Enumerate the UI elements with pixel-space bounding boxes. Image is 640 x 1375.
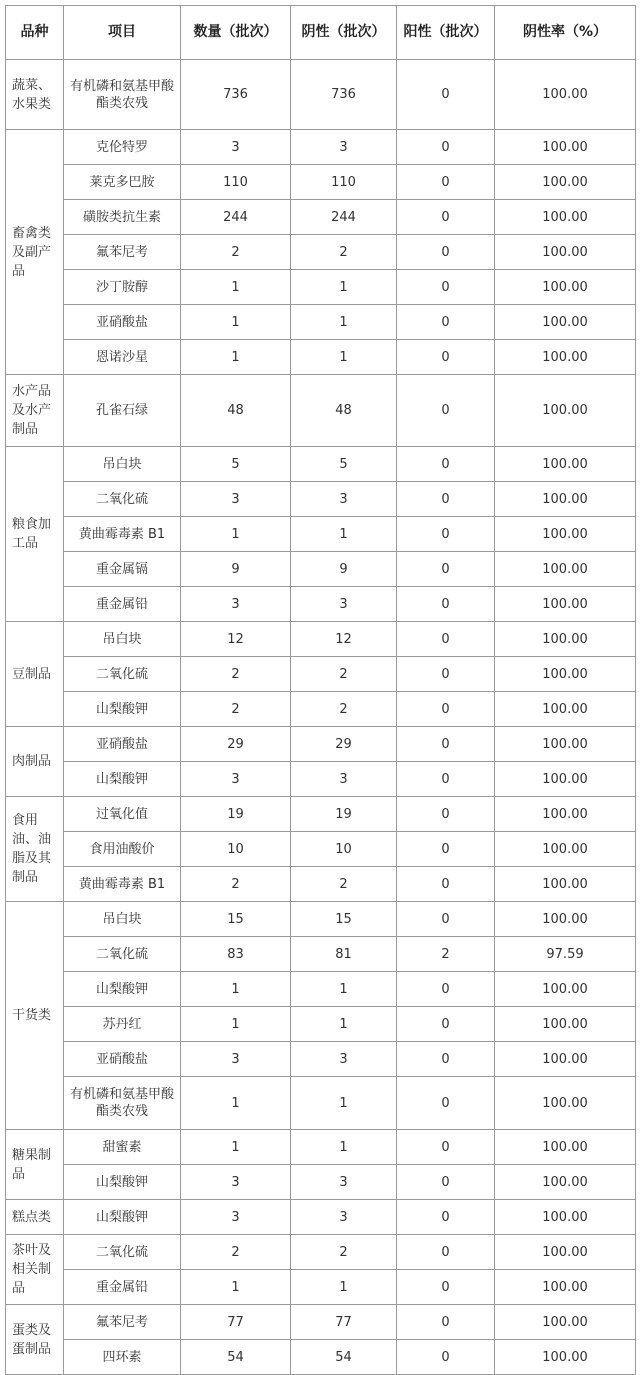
- header-quantity: 数量（批次）: [181, 6, 291, 60]
- positive-cell: 0: [397, 447, 495, 482]
- quantity-cell: 1: [181, 270, 291, 305]
- positive-cell: 0: [397, 692, 495, 727]
- quantity-cell: 3: [181, 1165, 291, 1200]
- item-cell: 吊白块: [64, 447, 181, 482]
- rate-cell: 100.00: [495, 657, 636, 692]
- rate-cell: 100.00: [495, 762, 636, 797]
- table-row: [6, 165, 636, 200]
- quantity-cell: 3: [181, 1200, 291, 1235]
- category-cell: 干货类: [6, 902, 64, 1130]
- item-cell: 二氧化硫: [64, 657, 181, 692]
- positive-cell: 0: [397, 60, 495, 130]
- quantity-cell: 19: [181, 797, 291, 832]
- positive-cell: 0: [397, 1007, 495, 1042]
- rate-cell: 100.00: [495, 517, 636, 552]
- rate-cell: 100.00: [495, 305, 636, 340]
- table-row: [6, 305, 636, 340]
- quantity-cell: 83: [181, 937, 291, 972]
- rate-cell: 100.00: [495, 60, 636, 130]
- item-cell: 亚硝酸盐: [64, 305, 181, 340]
- quantity-cell: 10: [181, 832, 291, 867]
- positive-cell: 0: [397, 1200, 495, 1235]
- positive-cell: 0: [397, 1165, 495, 1200]
- table-row: [6, 1235, 636, 1270]
- table-row: [6, 692, 636, 727]
- item-cell: 沙丁胺醇: [64, 270, 181, 305]
- positive-cell: 0: [397, 235, 495, 270]
- quantity-cell: 1: [181, 1077, 291, 1130]
- item-cell: 亚硝酸盐: [64, 1042, 181, 1077]
- table-row: [6, 1130, 636, 1165]
- negative-cell: 3: [291, 587, 397, 622]
- positive-cell: 0: [397, 832, 495, 867]
- negative-cell: 2: [291, 867, 397, 902]
- item-cell: 山梨酸钾: [64, 1200, 181, 1235]
- item-cell: 黄曲霉毒素 B1: [64, 517, 181, 552]
- rate-cell: 100.00: [495, 447, 636, 482]
- rate-cell: 100.00: [495, 1340, 636, 1375]
- positive-cell: 0: [397, 1235, 495, 1270]
- positive-cell: 0: [397, 622, 495, 657]
- table-row: [6, 340, 636, 375]
- rate-cell: 97.59: [495, 937, 636, 972]
- header-item: 项目: [64, 6, 181, 60]
- category-cell: 糕点类: [6, 1200, 64, 1235]
- item-cell: 莱克多巴胺: [64, 165, 181, 200]
- negative-cell: 3: [291, 130, 397, 165]
- quantity-cell: 54: [181, 1340, 291, 1375]
- header-positive: 阳性（批次）: [397, 6, 495, 60]
- item-cell: 二氧化硫: [64, 1235, 181, 1270]
- negative-cell: 10: [291, 832, 397, 867]
- category-cell: 茶叶及相关制品: [6, 1235, 64, 1305]
- negative-cell: 3: [291, 482, 397, 517]
- quantity-cell: 1: [181, 972, 291, 1007]
- quantity-cell: 77: [181, 1305, 291, 1340]
- positive-cell: 0: [397, 972, 495, 1007]
- rate-cell: 100.00: [495, 1042, 636, 1077]
- rate-cell: 100.00: [495, 235, 636, 270]
- quantity-cell: 3: [181, 1042, 291, 1077]
- category-cell: 蛋类及蛋制品: [6, 1305, 64, 1375]
- positive-cell: 0: [397, 165, 495, 200]
- table-row: [6, 130, 636, 165]
- table-row: [6, 482, 636, 517]
- item-cell: 氟苯尼考: [64, 235, 181, 270]
- negative-cell: 1: [291, 270, 397, 305]
- quantity-cell: 1: [181, 1270, 291, 1305]
- positive-cell: 0: [397, 657, 495, 692]
- positive-cell: 0: [397, 305, 495, 340]
- item-cell: 过氧化值: [64, 797, 181, 832]
- rate-cell: 100.00: [495, 340, 636, 375]
- item-cell: 氟苯尼考: [64, 1305, 181, 1340]
- negative-cell: 15: [291, 902, 397, 937]
- item-cell: 有机磷和氨基甲酸酯类农残: [64, 1077, 181, 1130]
- negative-cell: 1: [291, 1077, 397, 1130]
- table-row: [6, 1165, 636, 1200]
- positive-cell: 0: [397, 727, 495, 762]
- negative-cell: 1: [291, 340, 397, 375]
- rate-cell: 100.00: [495, 622, 636, 657]
- rate-cell: 100.00: [495, 200, 636, 235]
- negative-cell: 2: [291, 657, 397, 692]
- negative-cell: 2: [291, 1235, 397, 1270]
- negative-cell: 2: [291, 235, 397, 270]
- quantity-cell: 1: [181, 1130, 291, 1165]
- rate-cell: 100.00: [495, 832, 636, 867]
- quantity-cell: 2: [181, 657, 291, 692]
- item-cell: 恩诺沙星: [64, 340, 181, 375]
- table-body: [6, 60, 636, 1375]
- table-row: [6, 1042, 636, 1077]
- negative-cell: 2: [291, 692, 397, 727]
- item-cell: 重金属铅: [64, 587, 181, 622]
- positive-cell: 0: [397, 1305, 495, 1340]
- table-row: [6, 867, 636, 902]
- quantity-cell: 2: [181, 867, 291, 902]
- quantity-cell: 48: [181, 375, 291, 447]
- quantity-cell: 12: [181, 622, 291, 657]
- negative-cell: 3: [291, 1042, 397, 1077]
- positive-cell: 0: [397, 340, 495, 375]
- item-cell: 孔雀石绿: [64, 375, 181, 447]
- positive-cell: 0: [397, 130, 495, 165]
- negative-cell: 1: [291, 972, 397, 1007]
- item-cell: 甜蜜素: [64, 1130, 181, 1165]
- category-cell: 肉制品: [6, 727, 64, 797]
- rate-cell: 100.00: [495, 902, 636, 937]
- positive-cell: 0: [397, 1270, 495, 1305]
- rate-cell: 100.00: [495, 165, 636, 200]
- header-negative-rate: 阴性率（%）: [495, 6, 636, 60]
- quantity-cell: 2: [181, 692, 291, 727]
- quantity-cell: 2: [181, 1235, 291, 1270]
- quantity-cell: 3: [181, 130, 291, 165]
- negative-cell: 736: [291, 60, 397, 130]
- table-row: [6, 832, 636, 867]
- rate-cell: 100.00: [495, 375, 636, 447]
- item-cell: 山梨酸钾: [64, 762, 181, 797]
- quantity-cell: 736: [181, 60, 291, 130]
- positive-cell: 0: [397, 797, 495, 832]
- quantity-cell: 29: [181, 727, 291, 762]
- table-row: [6, 1340, 636, 1375]
- quantity-cell: 1: [181, 340, 291, 375]
- table-row: [6, 517, 636, 552]
- item-cell: 重金属镉: [64, 552, 181, 587]
- quantity-cell: 3: [181, 482, 291, 517]
- item-cell: 黄曲霉毒素 B1: [64, 867, 181, 902]
- rate-cell: 100.00: [495, 552, 636, 587]
- category-cell: 水产品及水产制品: [6, 375, 64, 447]
- table-row: [6, 657, 636, 692]
- table-row: [6, 270, 636, 305]
- negative-cell: 1: [291, 1130, 397, 1165]
- rate-cell: 100.00: [495, 130, 636, 165]
- category-cell: 粮食加工品: [6, 447, 64, 622]
- item-cell: 重金属铅: [64, 1270, 181, 1305]
- negative-cell: 110: [291, 165, 397, 200]
- item-cell: 吊白块: [64, 902, 181, 937]
- table-row: [6, 1200, 636, 1235]
- positive-cell: 0: [397, 1077, 495, 1130]
- table-row: [6, 727, 636, 762]
- table-row: [6, 1077, 636, 1130]
- negative-cell: 77: [291, 1305, 397, 1340]
- quantity-cell: 15: [181, 902, 291, 937]
- rate-cell: 100.00: [495, 1270, 636, 1305]
- table-row: [6, 937, 636, 972]
- category-cell: 蔬菜、水果类: [6, 60, 64, 130]
- positive-cell: 0: [397, 482, 495, 517]
- rate-cell: 100.00: [495, 1077, 636, 1130]
- quantity-cell: 110: [181, 165, 291, 200]
- negative-cell: 29: [291, 727, 397, 762]
- item-cell: 二氧化硫: [64, 937, 181, 972]
- category-cell: 畜禽类及副产品: [6, 130, 64, 375]
- positive-cell: 0: [397, 902, 495, 937]
- rate-cell: 100.00: [495, 482, 636, 517]
- negative-cell: 1: [291, 305, 397, 340]
- negative-cell: 1: [291, 1007, 397, 1042]
- quantity-cell: 9: [181, 552, 291, 587]
- negative-cell: 9: [291, 552, 397, 587]
- category-cell: 糖果制品: [6, 1130, 64, 1200]
- quantity-cell: 244: [181, 200, 291, 235]
- rate-cell: 100.00: [495, 972, 636, 1007]
- item-cell: 苏丹红: [64, 1007, 181, 1042]
- item-cell: 山梨酸钾: [64, 692, 181, 727]
- positive-cell: 0: [397, 1042, 495, 1077]
- positive-cell: 2: [397, 937, 495, 972]
- positive-cell: 0: [397, 1130, 495, 1165]
- rate-cell: 100.00: [495, 727, 636, 762]
- table-row: [6, 200, 636, 235]
- negative-cell: 19: [291, 797, 397, 832]
- negative-cell: 54: [291, 1340, 397, 1375]
- item-cell: 亚硝酸盐: [64, 727, 181, 762]
- table-row: [6, 902, 636, 937]
- rate-cell: 100.00: [495, 587, 636, 622]
- table-row: [6, 1270, 636, 1305]
- inspection-results-table: [5, 5, 636, 1375]
- item-cell: 食用油酸价: [64, 832, 181, 867]
- positive-cell: 0: [397, 270, 495, 305]
- table-header: [6, 6, 636, 60]
- positive-cell: 0: [397, 762, 495, 797]
- item-cell: 吊白块: [64, 622, 181, 657]
- category-cell: 豆制品: [6, 622, 64, 727]
- table-row: [6, 60, 636, 130]
- item-cell: 有机磷和氨基甲酸酯类农残: [64, 60, 181, 130]
- item-cell: 山梨酸钾: [64, 972, 181, 1007]
- rate-cell: 100.00: [495, 692, 636, 727]
- positive-cell: 0: [397, 375, 495, 447]
- quantity-cell: 1: [181, 517, 291, 552]
- negative-cell: 3: [291, 1165, 397, 1200]
- category-cell: 食用油、油脂及其制品: [6, 797, 64, 902]
- item-cell: 山梨酸钾: [64, 1165, 181, 1200]
- table-row: [6, 762, 636, 797]
- quantity-cell: 3: [181, 762, 291, 797]
- rate-cell: 100.00: [495, 1305, 636, 1340]
- negative-cell: 244: [291, 200, 397, 235]
- rate-cell: 100.00: [495, 867, 636, 902]
- header-category: 品种: [6, 6, 64, 60]
- quantity-cell: 5: [181, 447, 291, 482]
- header-negative: 阴性（批次）: [291, 6, 397, 60]
- rate-cell: 100.00: [495, 270, 636, 305]
- negative-cell: 3: [291, 1200, 397, 1235]
- quantity-cell: 1: [181, 305, 291, 340]
- positive-cell: 0: [397, 867, 495, 902]
- rate-cell: 100.00: [495, 1200, 636, 1235]
- positive-cell: 0: [397, 517, 495, 552]
- table-row: [6, 972, 636, 1007]
- rate-cell: 100.00: [495, 1007, 636, 1042]
- quantity-cell: 1: [181, 1007, 291, 1042]
- quantity-cell: 3: [181, 587, 291, 622]
- table-row: [6, 1007, 636, 1042]
- rate-cell: 100.00: [495, 1165, 636, 1200]
- rate-cell: 100.00: [495, 797, 636, 832]
- negative-cell: 81: [291, 937, 397, 972]
- negative-cell: 12: [291, 622, 397, 657]
- table-row: [6, 552, 636, 587]
- negative-cell: 1: [291, 1270, 397, 1305]
- quantity-cell: 2: [181, 235, 291, 270]
- item-cell: 二氧化硫: [64, 482, 181, 517]
- negative-cell: 1: [291, 517, 397, 552]
- table-row: [6, 375, 636, 447]
- positive-cell: 0: [397, 552, 495, 587]
- rate-cell: 100.00: [495, 1235, 636, 1270]
- table-row: [6, 235, 636, 270]
- negative-cell: 48: [291, 375, 397, 447]
- rate-cell: 100.00: [495, 1130, 636, 1165]
- positive-cell: 0: [397, 1340, 495, 1375]
- table-row: [6, 1305, 636, 1340]
- table-row: [6, 587, 636, 622]
- negative-cell: 5: [291, 447, 397, 482]
- positive-cell: 0: [397, 587, 495, 622]
- positive-cell: 0: [397, 200, 495, 235]
- table-row: [6, 622, 636, 657]
- negative-cell: 3: [291, 762, 397, 797]
- item-cell: 四环素: [64, 1340, 181, 1375]
- table-row: [6, 797, 636, 832]
- table-row: [6, 447, 636, 482]
- item-cell: 磺胺类抗生素: [64, 200, 181, 235]
- item-cell: 克伦特罗: [64, 130, 181, 165]
